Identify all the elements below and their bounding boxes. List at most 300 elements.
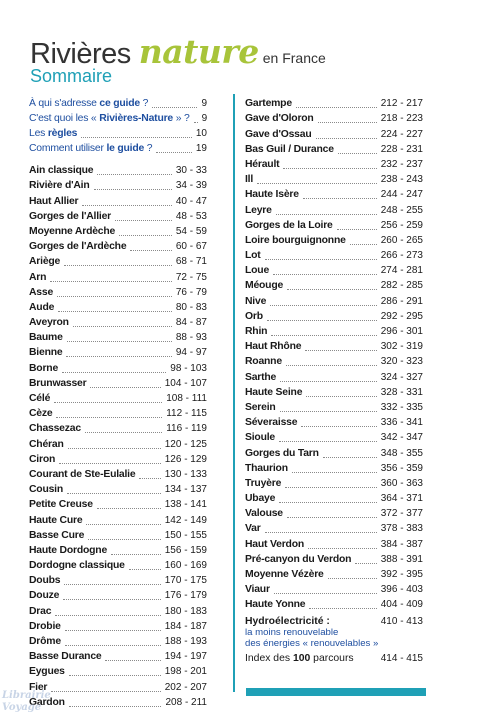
toc-entry[interactable] xyxy=(29,649,207,664)
toc-entry[interactable] xyxy=(29,360,207,375)
toc-entry[interactable] xyxy=(245,369,423,384)
entry-pages: 392 - 395 xyxy=(380,569,423,580)
entry-label: Cousin xyxy=(29,484,64,496)
toc-entry[interactable] xyxy=(245,248,423,263)
entry-label: Haute Dordogne xyxy=(29,544,108,556)
toc-entry[interactable] xyxy=(29,679,207,694)
dot-leader xyxy=(265,259,377,260)
entry-pages: 238 - 243 xyxy=(380,174,423,186)
toc-entry[interactable] xyxy=(245,187,423,202)
dot-leader xyxy=(69,706,162,707)
toc-entry[interactable] xyxy=(245,552,423,567)
dot-leader xyxy=(296,107,377,108)
toc-entry[interactable] xyxy=(29,406,207,421)
dot-leader xyxy=(285,487,377,488)
dot-leader xyxy=(64,584,160,585)
toc-entry[interactable] xyxy=(29,345,207,360)
entry-pages: 208 - 211 xyxy=(165,696,207,708)
entry-pages: 396 - 403 xyxy=(380,584,423,596)
dot-leader xyxy=(67,493,161,494)
entry-pages: 198 - 201 xyxy=(164,666,207,678)
dot-leader xyxy=(328,578,377,579)
hydro-pages: 410 - 413 xyxy=(380,616,423,628)
toc-entry[interactable] xyxy=(245,430,423,445)
entry-pages: 302 - 319 xyxy=(380,341,423,353)
entry-pages: 342 - 347 xyxy=(380,432,423,444)
title-part2: en France xyxy=(262,50,326,66)
entry-pages: 72 - 75 xyxy=(175,271,207,283)
toc-entry[interactable] xyxy=(245,172,423,187)
entry-label: Courant de Ste-Eulalie xyxy=(29,468,136,480)
dot-leader xyxy=(105,660,160,661)
entry-label: Asse xyxy=(29,286,54,298)
entry-pages: 384 - 387 xyxy=(380,538,423,550)
bottom-accent-bar xyxy=(246,688,426,696)
entry-label: Truyère xyxy=(245,477,282,489)
entry-pages: 228 - 231 xyxy=(380,143,423,155)
entry-pages: 180 - 183 xyxy=(164,605,207,617)
entry-label: Gartempe xyxy=(245,98,292,110)
entry-label: Gorges de la Loire xyxy=(245,219,333,231)
entry-label: Roanne xyxy=(245,356,282,368)
entry-label: Hérault xyxy=(245,158,280,170)
dot-leader xyxy=(97,174,171,175)
dot-leader xyxy=(88,539,161,540)
entry-label: Basse Durance xyxy=(29,651,102,663)
entry-label: Baume xyxy=(29,332,63,344)
entry-pages: 84 - 87 xyxy=(175,317,207,329)
toc-entry[interactable] xyxy=(245,521,423,536)
spacer xyxy=(29,156,207,163)
dot-leader xyxy=(86,524,160,525)
entry-pages: 112 - 115 xyxy=(166,408,207,420)
entry-pages: 160 - 169 xyxy=(164,560,207,572)
dot-leader xyxy=(156,152,191,153)
dot-leader xyxy=(287,289,377,290)
dot-leader xyxy=(67,341,172,342)
entry-pages: 372 - 377 xyxy=(380,508,423,520)
toc-entry[interactable] xyxy=(245,126,423,141)
toc-right-list xyxy=(245,96,423,612)
toc-entry[interactable] xyxy=(245,263,423,278)
toc-entry[interactable] xyxy=(29,436,207,451)
dot-leader xyxy=(130,250,171,251)
entry-pages: 76 - 79 xyxy=(175,286,207,298)
toc-entry[interactable] xyxy=(29,391,207,406)
toc-entry[interactable] xyxy=(245,506,423,521)
entry-label xyxy=(29,141,152,156)
entry-pages: 348 - 355 xyxy=(380,447,423,459)
dot-leader xyxy=(129,569,161,570)
entry-label: Ciron xyxy=(29,453,56,465)
hydro-line2: la moins renouvelable xyxy=(245,627,339,639)
dot-leader xyxy=(50,281,172,282)
entry-label: Gorges de l'Ardèche xyxy=(29,241,127,253)
entry-label: Basse Cure xyxy=(29,529,85,541)
entry-label: Bas Guil / Durance xyxy=(245,143,334,155)
entry-label: Brunwasser xyxy=(29,377,87,389)
dot-leader xyxy=(287,517,377,518)
entry-label: Ill xyxy=(245,174,254,186)
entry-label: Drac xyxy=(29,605,52,617)
dot-leader xyxy=(337,229,377,230)
toc-entry[interactable] xyxy=(29,482,207,497)
toc-entry[interactable] xyxy=(245,142,423,157)
label-post: ? xyxy=(139,98,149,109)
toc-entry[interactable] xyxy=(29,315,207,330)
entry-pages: 19 xyxy=(195,143,207,154)
toc-entry[interactable] xyxy=(245,582,423,597)
entry-pages: 142 - 149 xyxy=(164,514,207,526)
entry-label xyxy=(29,96,148,111)
toc-entry[interactable] xyxy=(29,269,207,284)
dot-leader xyxy=(119,235,172,236)
label-bold: Rivières-Nature xyxy=(99,113,174,124)
entry-label: Doubs xyxy=(29,575,61,587)
toc-entry[interactable] xyxy=(245,461,423,476)
dot-leader xyxy=(273,274,377,275)
entry-pages: 104 - 107 xyxy=(164,377,207,389)
dot-leader xyxy=(194,122,198,123)
entry-label: Chéran xyxy=(29,438,64,450)
toc-entry[interactable] xyxy=(245,415,423,430)
entry-label: Fier xyxy=(29,681,48,693)
dot-leader xyxy=(279,441,377,442)
toc-entry[interactable] xyxy=(245,202,423,217)
entry-label: Haute Seine xyxy=(245,386,303,398)
index-entry[interactable] xyxy=(245,653,423,664)
label-post: » ? xyxy=(173,113,190,124)
entry-label: Haute Yonne xyxy=(245,599,306,611)
entry-label: Dordogne classique xyxy=(29,560,125,572)
entry-pages: 324 - 327 xyxy=(380,371,423,383)
entry-label: Haut Verdon xyxy=(245,538,304,550)
toc-entry[interactable] xyxy=(29,178,207,193)
dot-leader xyxy=(338,153,377,154)
entry-pages: 256 - 259 xyxy=(380,219,423,231)
toc-entry[interactable] xyxy=(29,588,207,603)
entry-pages: 332 - 335 xyxy=(380,401,423,413)
entry-label: Haute Cure xyxy=(29,514,83,526)
column-divider xyxy=(233,94,235,692)
entry-pages: 194 - 197 xyxy=(164,651,207,663)
dot-leader xyxy=(355,563,376,564)
dot-leader xyxy=(51,691,160,692)
dot-leader xyxy=(306,396,376,397)
entry-label: Thaurion xyxy=(245,462,288,474)
toc-entry[interactable] xyxy=(245,445,423,460)
toc-entry[interactable] xyxy=(245,385,423,400)
hydro-entry[interactable] xyxy=(245,616,423,649)
toc-entry[interactable] xyxy=(245,400,423,415)
entry-label: Nive xyxy=(245,295,267,307)
title-script: nature xyxy=(138,32,259,71)
entry-pages: 212 - 217 xyxy=(380,98,423,110)
dot-leader xyxy=(283,168,376,169)
dot-leader xyxy=(111,554,161,555)
label-pre: C'est quoi les « xyxy=(29,113,100,124)
entry-label xyxy=(29,126,77,141)
entry-pages: 34 - 39 xyxy=(175,180,207,192)
entry-label: Célé xyxy=(29,393,51,404)
dot-leader xyxy=(271,335,376,336)
label-bold: le guide xyxy=(106,143,145,154)
toc-entry[interactable] xyxy=(29,512,207,527)
entry-pages: 134 - 137 xyxy=(164,484,207,496)
dot-leader xyxy=(55,615,160,616)
entry-pages: 88 - 93 xyxy=(175,332,207,344)
entry-label: Var xyxy=(245,523,261,535)
dot-leader xyxy=(90,387,160,388)
toc-entry[interactable] xyxy=(29,421,207,436)
toc-entry[interactable] xyxy=(245,567,423,582)
toc-entry[interactable] xyxy=(29,497,207,512)
entry-label: Borne xyxy=(29,362,59,374)
dot-leader xyxy=(308,548,377,549)
entry-pages: 244 - 247 xyxy=(380,189,423,201)
entry-label: Valouse xyxy=(245,508,283,520)
dot-leader xyxy=(115,220,172,221)
toc-entry[interactable] xyxy=(29,209,207,224)
toc-entry[interactable] xyxy=(245,96,423,111)
toc-entry[interactable] xyxy=(29,664,207,679)
dot-leader xyxy=(139,478,160,479)
entry-pages: 116 - 119 xyxy=(166,423,207,435)
dot-leader xyxy=(68,448,161,449)
toc-entry[interactable] xyxy=(29,300,207,315)
entry-label: Serein xyxy=(245,401,276,413)
intro-item[interactable] xyxy=(29,111,207,126)
toc-entry[interactable] xyxy=(29,376,207,391)
entry-label: Aveyron xyxy=(29,317,69,329)
entry-label: Ain classique xyxy=(29,165,94,177)
toc-entry[interactable] xyxy=(29,163,207,178)
entry-label: Drôme xyxy=(29,636,61,647)
toc-entry[interactable] xyxy=(29,330,207,345)
entry-label xyxy=(29,111,190,126)
entry-pages: 274 - 281 xyxy=(380,265,423,277)
entry-pages: 68 - 71 xyxy=(175,256,207,268)
entry-pages: 130 - 133 xyxy=(164,468,207,480)
entry-pages: 9 xyxy=(201,113,208,124)
dot-leader xyxy=(305,350,376,351)
dot-leader xyxy=(309,608,376,609)
entry-pages: 54 - 59 xyxy=(175,225,207,237)
dot-leader xyxy=(292,472,377,473)
toc-entry[interactable] xyxy=(245,597,423,612)
intro-item[interactable] xyxy=(29,141,207,156)
entry-label: Orb xyxy=(245,310,263,322)
dot-leader xyxy=(64,265,172,266)
entry-pages: 356 - 359 xyxy=(380,462,423,474)
label-pre: Les xyxy=(29,128,48,139)
intro-list xyxy=(29,96,207,156)
dot-leader xyxy=(58,311,172,312)
toc-entry[interactable] xyxy=(29,224,207,239)
entry-pages: 364 - 371 xyxy=(380,493,423,505)
dot-leader xyxy=(276,214,377,215)
toc-entry[interactable] xyxy=(29,452,207,467)
entry-label: Sarthe xyxy=(245,371,277,383)
entry-label: Ubaye xyxy=(245,493,276,505)
dot-leader xyxy=(301,426,376,427)
entry-label: Méouge xyxy=(245,280,284,292)
entry-label: Arn xyxy=(29,271,47,283)
entry-label: Lot xyxy=(245,250,261,262)
index-pages: 414 - 415 xyxy=(380,653,423,665)
toc-entry[interactable] xyxy=(29,528,207,543)
toc-entry[interactable] xyxy=(245,278,423,293)
entry-pages: 30 - 33 xyxy=(175,165,207,177)
entry-pages: 266 - 273 xyxy=(380,250,423,262)
toc-entry[interactable] xyxy=(245,491,423,506)
entry-pages: 9 xyxy=(201,98,207,109)
entry-label: Eygues xyxy=(29,666,65,678)
entry-label: Loue xyxy=(245,265,270,277)
dot-leader xyxy=(73,326,172,327)
dot-leader xyxy=(54,402,162,403)
entry-pages: 10 xyxy=(195,128,207,139)
entry-label: Haut Allier xyxy=(29,195,79,207)
dot-leader xyxy=(267,320,377,321)
toc-entry[interactable] xyxy=(29,619,207,634)
entry-label: Douze xyxy=(29,590,60,602)
dot-leader xyxy=(274,593,377,594)
dot-leader xyxy=(323,457,377,458)
dot-leader xyxy=(69,675,161,676)
dot-leader xyxy=(57,296,172,297)
toc-entry[interactable] xyxy=(245,218,423,233)
entry-label: Gave d'Ossau xyxy=(245,128,312,140)
entry-pages: 80 - 83 xyxy=(175,301,207,313)
label-pre: Comment utiliser xyxy=(29,143,107,154)
label-pre: À qui s'adresse xyxy=(29,98,100,109)
dot-leader xyxy=(280,381,377,382)
entry-pages: 150 - 155 xyxy=(164,529,207,541)
dot-leader xyxy=(65,630,161,631)
dot-leader xyxy=(152,107,197,108)
index-label xyxy=(245,653,354,664)
toc-entry[interactable] xyxy=(245,157,423,172)
entry-label: Aude xyxy=(29,301,55,313)
dot-leader xyxy=(279,502,377,503)
entry-pages: 404 - 409 xyxy=(380,599,423,611)
dot-leader xyxy=(316,138,377,139)
entry-label: Gardon xyxy=(29,696,65,708)
entry-pages: 176 - 179 xyxy=(164,590,207,602)
entry-pages: 260 - 265 xyxy=(380,234,423,246)
toc-entry[interactable] xyxy=(245,111,423,126)
toc-entry[interactable] xyxy=(245,293,423,308)
entry-pages: 202 - 207 xyxy=(164,681,207,693)
toc-entry[interactable] xyxy=(245,339,423,354)
label-bold: règles xyxy=(47,128,78,139)
toc-entry[interactable] xyxy=(29,285,207,300)
dot-leader xyxy=(62,372,166,373)
entry-pages: 292 - 295 xyxy=(380,310,423,322)
entry-label: Gorges du Tarn xyxy=(245,447,319,459)
toc-entry[interactable] xyxy=(29,558,207,573)
hydro-title: Hydroélectricité : xyxy=(245,616,330,628)
toc-entry[interactable] xyxy=(29,254,207,269)
dot-leader xyxy=(350,244,377,245)
toc-entry[interactable] xyxy=(29,634,207,649)
hydro-text xyxy=(245,616,378,649)
toc-entry[interactable] xyxy=(29,573,207,588)
toc-entry[interactable] xyxy=(29,193,207,208)
entry-pages: 138 - 141 xyxy=(164,499,207,511)
toc-left-column xyxy=(29,96,207,710)
dot-leader xyxy=(82,205,171,206)
toc-entry[interactable] xyxy=(245,309,423,324)
entry-label: Pré-canyon du Verdon xyxy=(245,553,352,565)
entry-pages: 248 - 255 xyxy=(380,204,423,216)
title-part1: Rivières xyxy=(30,38,131,70)
entry-pages: 48 - 53 xyxy=(175,210,207,222)
entry-pages: 336 - 341 xyxy=(380,417,423,429)
entry-pages: 232 - 237 xyxy=(380,158,423,170)
dot-leader xyxy=(270,305,377,306)
toc-entry[interactable] xyxy=(29,467,207,482)
entry-label: Rhin xyxy=(245,326,268,337)
hydro-line3: des énergies « renouvelables » xyxy=(245,638,379,650)
entry-label: Haute Isère xyxy=(245,189,299,201)
entry-pages: 120 - 125 xyxy=(164,438,207,450)
entry-pages: 282 - 285 xyxy=(380,280,423,292)
toc-entry[interactable] xyxy=(245,354,423,369)
toc-entry[interactable] xyxy=(245,324,423,339)
watermark-logo: Librairie Voyage xyxy=(2,690,51,713)
entry-pages: 286 - 291 xyxy=(380,295,423,307)
entry-label: Gave d'Oloron xyxy=(245,113,314,125)
entry-pages: 98 - 103 xyxy=(170,362,207,374)
entry-label: Petite Creuse xyxy=(29,499,93,511)
entry-pages: 328 - 331 xyxy=(380,386,423,398)
entry-pages: 296 - 301 xyxy=(380,326,423,337)
label-post: ? xyxy=(144,143,153,154)
entry-pages: 218 - 223 xyxy=(380,113,423,125)
toc-entry[interactable] xyxy=(29,239,207,254)
entry-label: Gorges de l'Allier xyxy=(29,210,112,222)
entry-label: Séveraisse xyxy=(245,417,298,429)
dot-leader xyxy=(303,198,377,199)
dot-leader xyxy=(65,645,161,646)
toc-entry[interactable] xyxy=(245,536,423,551)
toc-entry[interactable] xyxy=(29,543,207,558)
entry-label: Leyre xyxy=(245,204,272,216)
subtitle: Sommaire xyxy=(30,66,113,86)
toc-entry[interactable] xyxy=(29,603,207,618)
entry-label: Drobie xyxy=(29,620,61,632)
intro-item[interactable] xyxy=(29,126,207,141)
entry-label: Loire bourguignonne xyxy=(245,234,346,246)
index-pre: Index des xyxy=(245,653,293,665)
dot-leader xyxy=(318,122,377,123)
entry-pages: 388 - 391 xyxy=(380,553,423,565)
toc-entry[interactable] xyxy=(245,476,423,491)
toc-entry[interactable] xyxy=(29,695,207,710)
dot-leader xyxy=(280,411,377,412)
entry-label: Moyenne Ardèche xyxy=(29,225,116,237)
entry-pages: 170 - 175 xyxy=(164,575,207,587)
entry-label: Moyenne Vézère xyxy=(245,569,324,580)
dot-leader xyxy=(56,417,162,418)
entry-pages: 378 - 383 xyxy=(380,523,423,535)
toc-right-column xyxy=(245,96,423,664)
toc-entry[interactable] xyxy=(245,233,423,248)
entry-pages: 320 - 323 xyxy=(380,356,423,368)
intro-item[interactable] xyxy=(29,96,207,111)
